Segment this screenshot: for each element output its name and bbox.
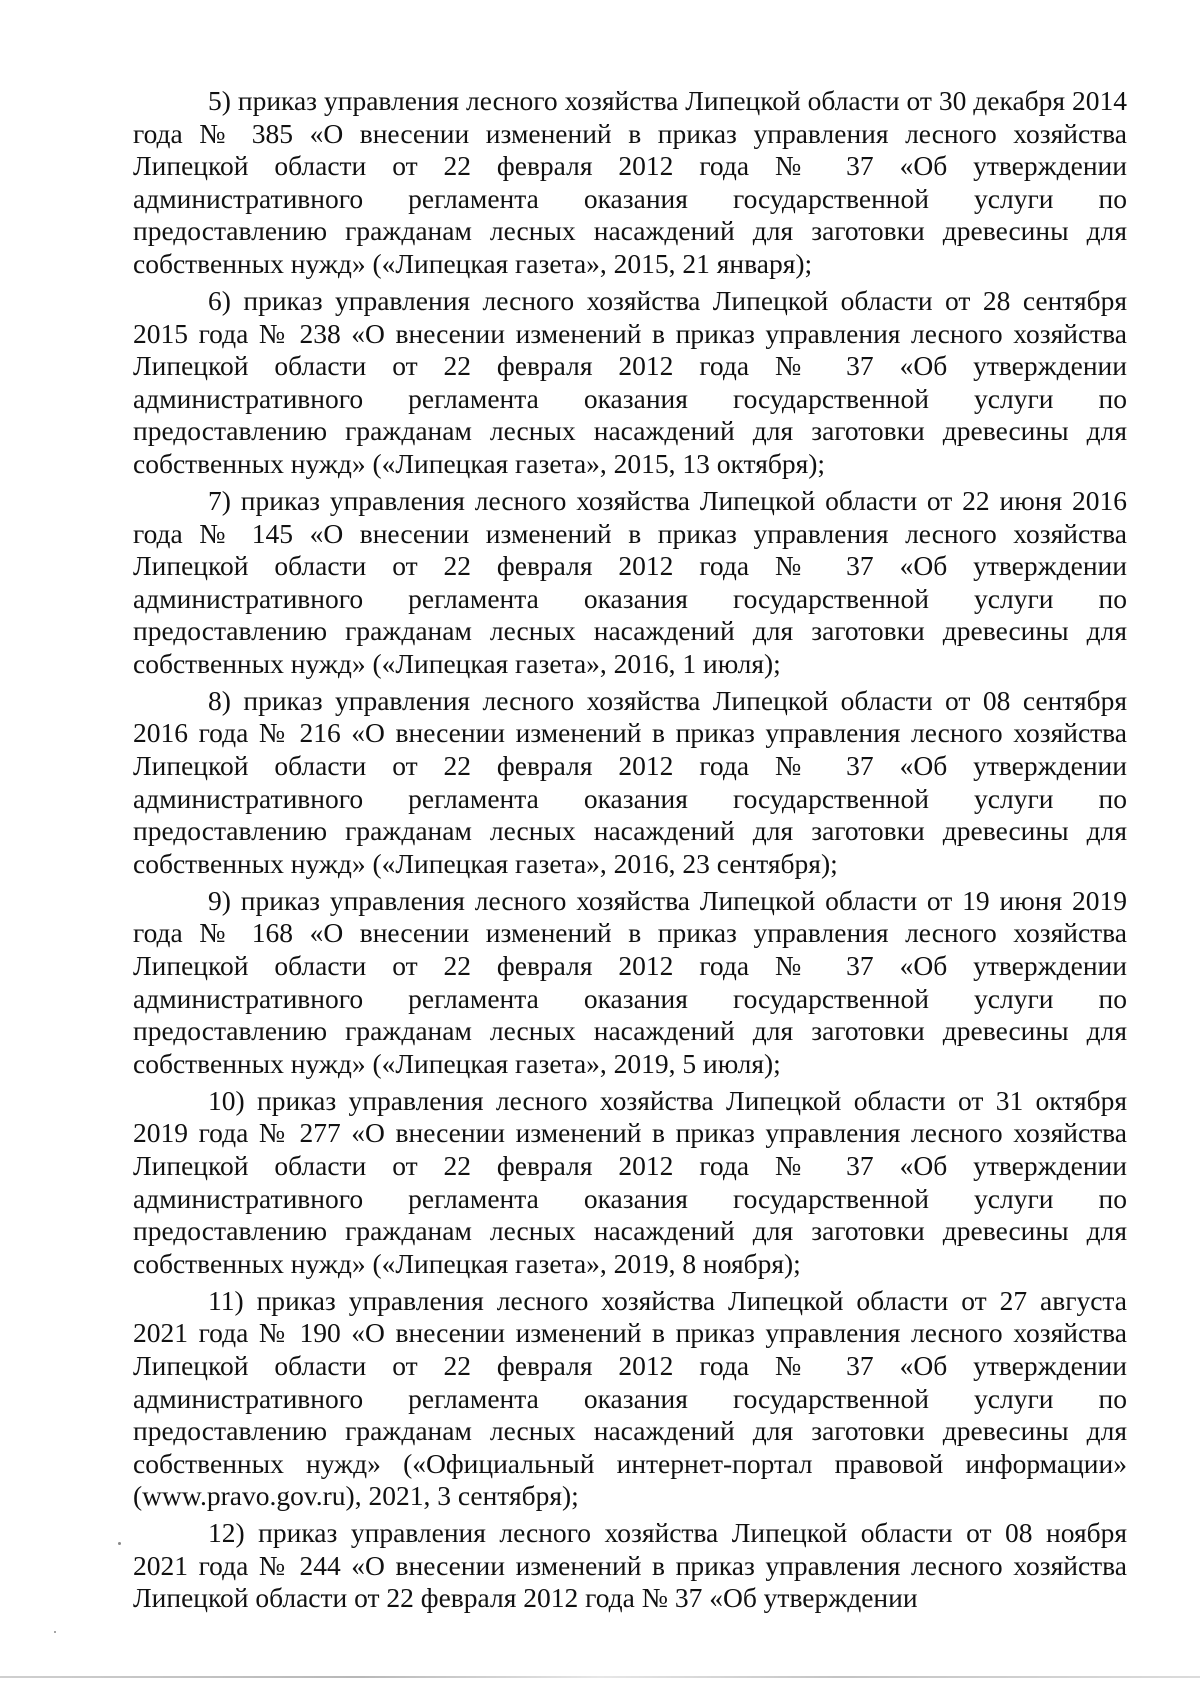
scan-speck — [118, 1542, 121, 1545]
list-item: 9) приказ управления лесного хозяйства Липецкой области от 19 июня 2019 года № 168 «О внесении изменений в приказ управления лесного хозяйства Липецкой области от 22 февраля 2012 года № 37 «Об утверждении административного регламента оказания государственной услуги по предоставлению гражданам лесных насаждений для заготовки древесины для собственных нужд» («Липецкая газета», 2019, 5 июля); — [133, 884, 1127, 1079]
scan-speck — [54, 1631, 56, 1633]
list-item: 11) приказ управления лесного хозяйства Липецкой области от 27 августа 2021 года № 190 «О внесении изменений в приказ управления лесного хозяйства Липецкой области от 22 февраля 2012 года № 37 «Об утверждении административного регламента оказания государственной услуги по предоставлению гражданам лесных насаждений для заготовки древесины для собственных нужд» («Официальный интернет-портал правовой информации» (www.pravo.gov.ru), 2021, 3 сентября); — [133, 1284, 1127, 1512]
list-item: 10) приказ управления лесного хозяйства Липецкой области от 31 октября 2019 года № 277 «О внесении изменений в приказ управления лесного хозяйства Липецкой области от 22 февраля 2012 года № 37 «Об утверждении административного регламента оказания государственной услуги по предоставлению гражданам лесных насаждений для заготовки древесины для собственных нужд» («Липецкая газета», 2019, 8 ноября); — [133, 1084, 1127, 1279]
list-item: 12) приказ управления лесного хозяйства Липецкой области от 08 ноября 2021 года № 244 «О внесении изменений в приказ управления лесного хозяйства Липецкой области от 22 февраля 2012 года № 37 «Об утверждении — [133, 1517, 1127, 1614]
scan-edge-line — [0, 1676, 1200, 1678]
list-item: 8) приказ управления лесного хозяйства Липецкой области от 08 сентября 2016 года № 216 «О внесении изменений в приказ управления лесного хозяйства Липецкой области от 22 февраля 2012 года № 37 «Об утверждении административного регламента оказания государственной услуги по предоставлению гражданам лесных насаждений для заготовки древесины для собственных нужд» («Липецкая газета», 2016, 23 сентября); — [133, 684, 1127, 879]
list-item: 6) приказ управления лесного хозяйства Липецкой области от 28 сентября 2015 года № 238 «О внесении изменений в приказ управления лесного хозяйства Липецкой области от 22 февраля 2012 года № 37 «Об утверждении административного регламента оказания государственной услуги по предоставлению гражданам лесных насаждений для заготовки древесины для собственных нужд» («Липецкая газета», 2015, 13 октября); — [133, 284, 1127, 479]
list-item: 7) приказ управления лесного хозяйства Липецкой области от 22 июня 2016 года № 145 «О внесении изменений в приказ управления лесного хозяйства Липецкой области от 22 февраля 2012 года № 37 «Об утверждении административного регламента оказания государственной услуги по предоставлению гражданам лесных насаждений для заготовки древесины для собственных нужд» («Липецкая газета», 2016, 1 июля); — [133, 484, 1127, 679]
document-body — [133, 85, 1127, 1619]
list-item: 5) приказ управления лесного хозяйства Липецкой области от 30 декабря 2014 года № 385 «О внесении изменений в приказ управления лесного хозяйства Липецкой области от 22 февраля 2012 года № 37 «Об утверждении административного регламента оказания государственной услуги по предоставлению гражданам лесных насаждений для заготовки древесины для собственных нужд» («Липецкая газета», 2015, 21 января); — [133, 85, 1127, 279]
